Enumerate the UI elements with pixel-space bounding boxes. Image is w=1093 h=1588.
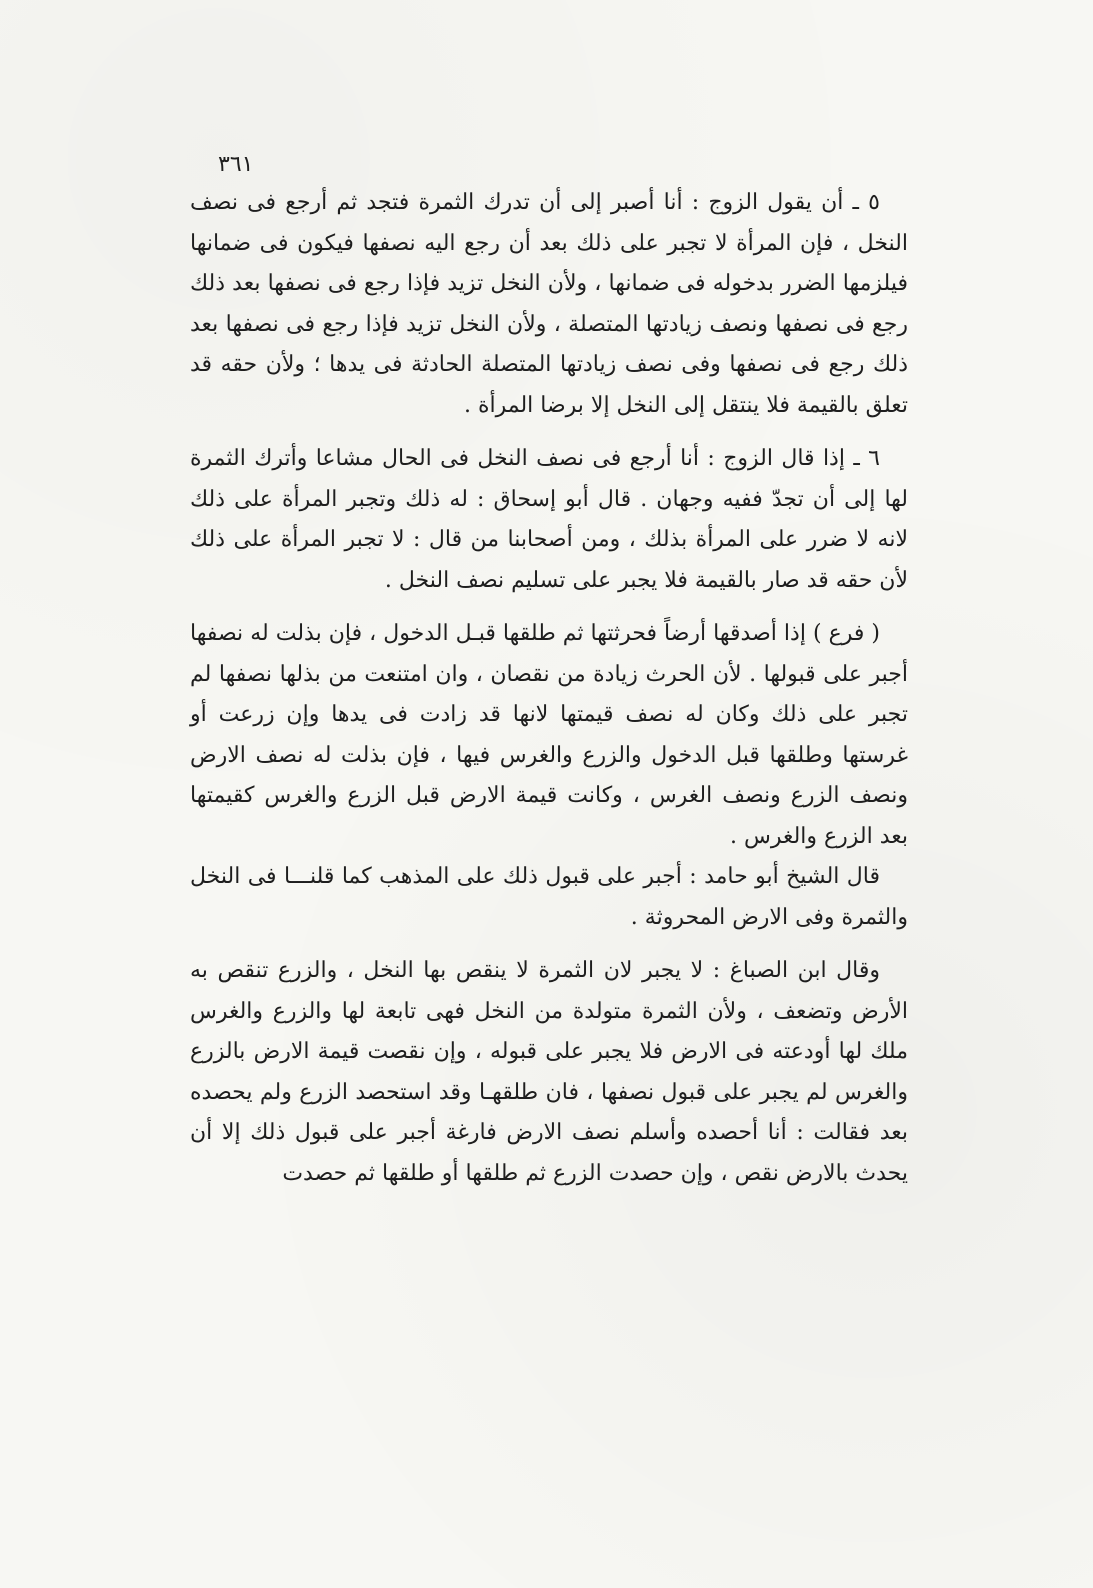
paragraph-branch: ( فرع ) إذا أصدقها أرضاً فحرثتها ثم طلقها قبـل الدخول ، فإن بذلت له نصفها أجبر على قبولها . لأن الحرث زيادة من نقصان ، وان امتنعت من بذلها نصفها لم تجبر على ذلك وكان له نصف قيمتها لانها قد زادت فى يدها وإن زرعت أو غرستها وطلقها قبل الدخول والزرع والغرس فيها ، فإن بذلت له نصف الارض ونصف الزرع ونصف الغرس ، وكانت قيمة الارض قبل الزرع والغرس كقيمتها بعد الزرع والغرس . (190, 621, 908, 849)
paragraph-5: ٥ ـ أن يقول الزوج : أنا أصبر إلى أن تدرك الثمرة فتجد ثم أرجع فى نصف النخل ، فإن المرأة لا تجبر على ذلك بعد أن رجع اليه نصفها فيكون فى ضمانها فيلزمها الضرر بدخوله فى ضمانها ، ولأن النخل تزيد فإذا رجع فى نصفها بعد ذلك رجع فى نصفها ونصف زيادتها المتصلة ، ولأن النخل تزيد فإذا رجع فى نصفها بعد ذلك رجع فى نصفها وفى نصف زيادتها المتصلة الحادثة فى يدها ؛ ولأن حقه قد تعلق بالقيمة فلا ينتقل إلى النخل إلا برضا المرأة . (190, 190, 908, 418)
body-text (190, 183, 908, 1194)
paragraph-6: ٦ ـ إذا قال الزوج : أنا أرجع فى نصف النخل فى الحال مشاعا وأترك الثمرة لها إلى أن تجدّ ففيه وجهان . قال أبو إسحاق : له ذلك وتجبر المرأة على ذلك لانه لا ضرر على المرأة بذلك ، ومن أصحابنا من قال : لا تجبر المرأة على ذلك لأن حقه قد صار بالقيمة فلا يجبر على تسليم نصف النخل . (190, 446, 908, 593)
paragraph-abu-hamid: قال الشيخ أبو حامد : أجبر على قبول ذلك على المذهب كما قلنـــا فى النخل والثمرة وفى الارض المحروثة . (190, 864, 908, 930)
page-number: ٣٦١ (218, 152, 254, 177)
paragraph-ibn-sabbagh: وقال ابن الصباغ : لا يجبر لان الثمرة لا ينقص بها النخل ، والزرع تنقص به الأرض وتضعف ، ولأن الثمرة متولدة من النخل فهى تابعة لها والزرع والغرس ملك لها أودعته فى الارض فلا يجبر على قبوله ، وإن نقصت قيمة الارض بالزرع والغرس لم يجبر على قبول نصفها ، فان طلقهـا وقد استحصد الزرع ولم يحصده بعد فقالت : أنا أحصده وأسلم نصف الارض فارغة أجبر على قبول ذلك إلا أن يحدث بالارض نقص ، وإن حصدت الزرع ثم طلقها أو طلقها ثم حصدت (190, 958, 908, 1186)
